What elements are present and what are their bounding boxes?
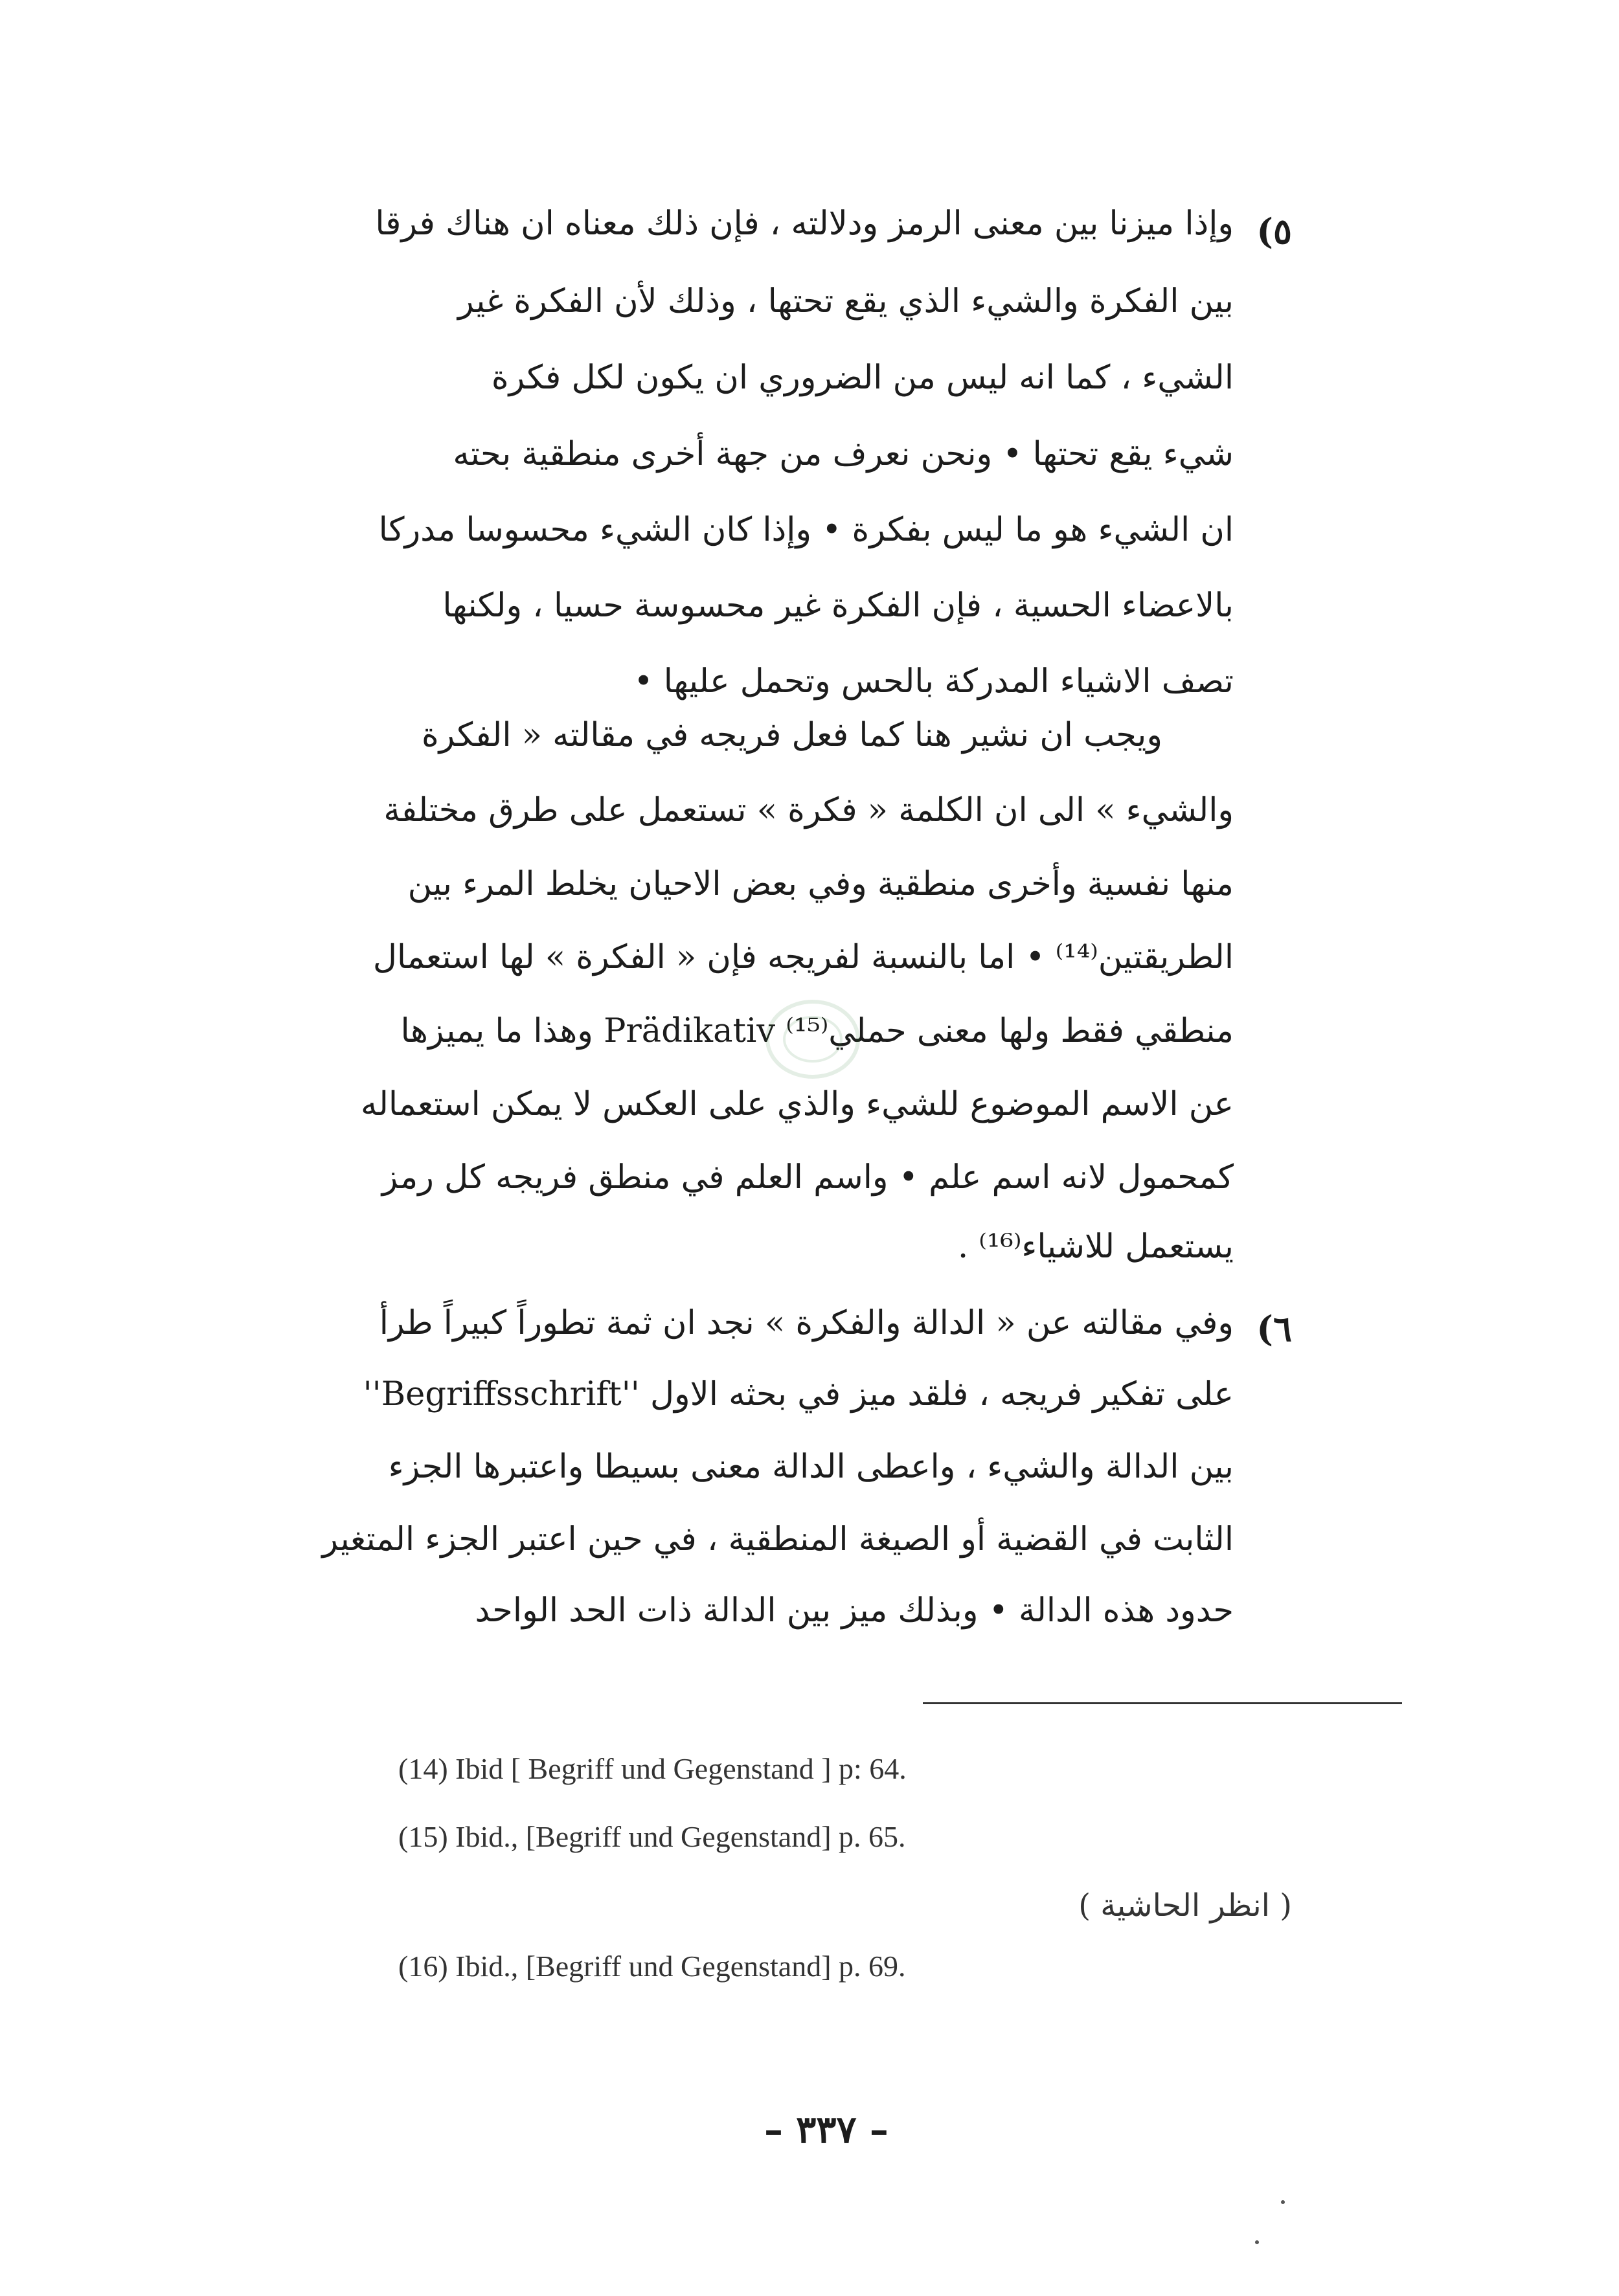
footnote-divider xyxy=(923,1702,1402,1704)
paragraph-line: وإذا ميزنا بين معنى الرمز ودلالته ، فإن ذلك معناه ان هناك فرقا xyxy=(375,205,1234,243)
paragraph-line: الطريقتين⁽¹⁴⁾ • اما بالنسبة لفريجه فإن « الفكرة » لها استعمال xyxy=(372,938,1234,976)
paragraph-line: على تفكير فريجه ، فلقد ميز في بحثه الاول ''Begriffsschrift'' xyxy=(363,1375,1234,1413)
paragraph-line: ان الشيء هو ما ليس بفكرة • وإذا كان الشيء محسوسا مدركا xyxy=(378,511,1234,549)
paragraph-line: الثابت في القضية أو الصيغة المنطقية ، في حين اعتبر الجزء المتغير xyxy=(322,1520,1234,1559)
paragraph-line: بين الدالة والشيء ، واعطى الدالة معنى بسيطا واعتبرها الجزء xyxy=(388,1448,1234,1486)
paragraph-line: والشيء » الى ان الكلمة « فكرة » تستعمل على طرق مختلفة xyxy=(383,791,1234,829)
paragraph-line: تصف الاشياء المدركة بالحس وتحمل عليها • xyxy=(633,662,1234,701)
scan-speck xyxy=(1255,2240,1259,2244)
scan-speck xyxy=(1281,2200,1285,2204)
paragraph-line: وفي مقالته عن « الدالة والفكرة » نجد ان ثمة تطوراً كبيراً طرأ xyxy=(379,1304,1234,1342)
paragraph-line: الشيء ، كما انه ليس من الضروري ان يكون لكل فكرة xyxy=(491,359,1234,397)
paragraph-line: عن الاسم الموضوع للشيء والذي على العكس لا يمكن استعماله xyxy=(360,1085,1234,1123)
footnote: (15) Ibid., [Begriff und Gegenstand] p. 65. xyxy=(398,1820,906,1853)
paragraph-line: بين الفكرة والشيء الذي يقع تحتها ، وذلك لأن الفكرة غير xyxy=(457,282,1234,321)
paragraph-line: حدود هذه الدالة • وبذلك ميز بين الدالة ذات الحد الواحد xyxy=(475,1592,1234,1630)
paragraph-line: يستعمل للاشياء⁽¹⁶⁾ . xyxy=(958,1228,1234,1266)
footnote-note: ( انظر الحاشية ) xyxy=(1078,1887,1292,1924)
paragraph-line: منها نفسية وأخرى منطقية وفي بعض الاحيان يخلط المرء بين xyxy=(407,865,1234,903)
paragraph-line: بالاعضاء الحسية ، فإن الفكرة غير محسوسة حسيا ، ولكنها xyxy=(442,587,1234,625)
paragraph-line: ويجب ان نشير هنا كما فعل فريجه في مقالته « الفكرة xyxy=(421,716,1162,754)
section-number: ٥) xyxy=(1256,210,1292,252)
footnote: (14) Ibid [ Begriff und Gegenstand ] p: 64. xyxy=(398,1752,907,1785)
paragraph-line: كمحمول لانه اسم علم • واسم العلم في منطق فريجه كل رمز xyxy=(381,1158,1234,1197)
library-stamp xyxy=(764,997,861,1081)
paragraph-line: شيء يقع تحتها • ونحن نعرف من جهة أخرى منطقية بحته xyxy=(453,435,1234,473)
section-number: ٦) xyxy=(1256,1308,1292,1349)
page-number: – ٣٣٧ – xyxy=(764,2108,889,2152)
paragraph-line: منطقي فقط ولها معنى حملي⁽¹⁵⁾ Prädikativ وهذا ما يميزها xyxy=(400,1012,1234,1050)
footnote: (16) Ibid., [Begriff und Gegenstand] p. 69. xyxy=(398,1950,906,1983)
